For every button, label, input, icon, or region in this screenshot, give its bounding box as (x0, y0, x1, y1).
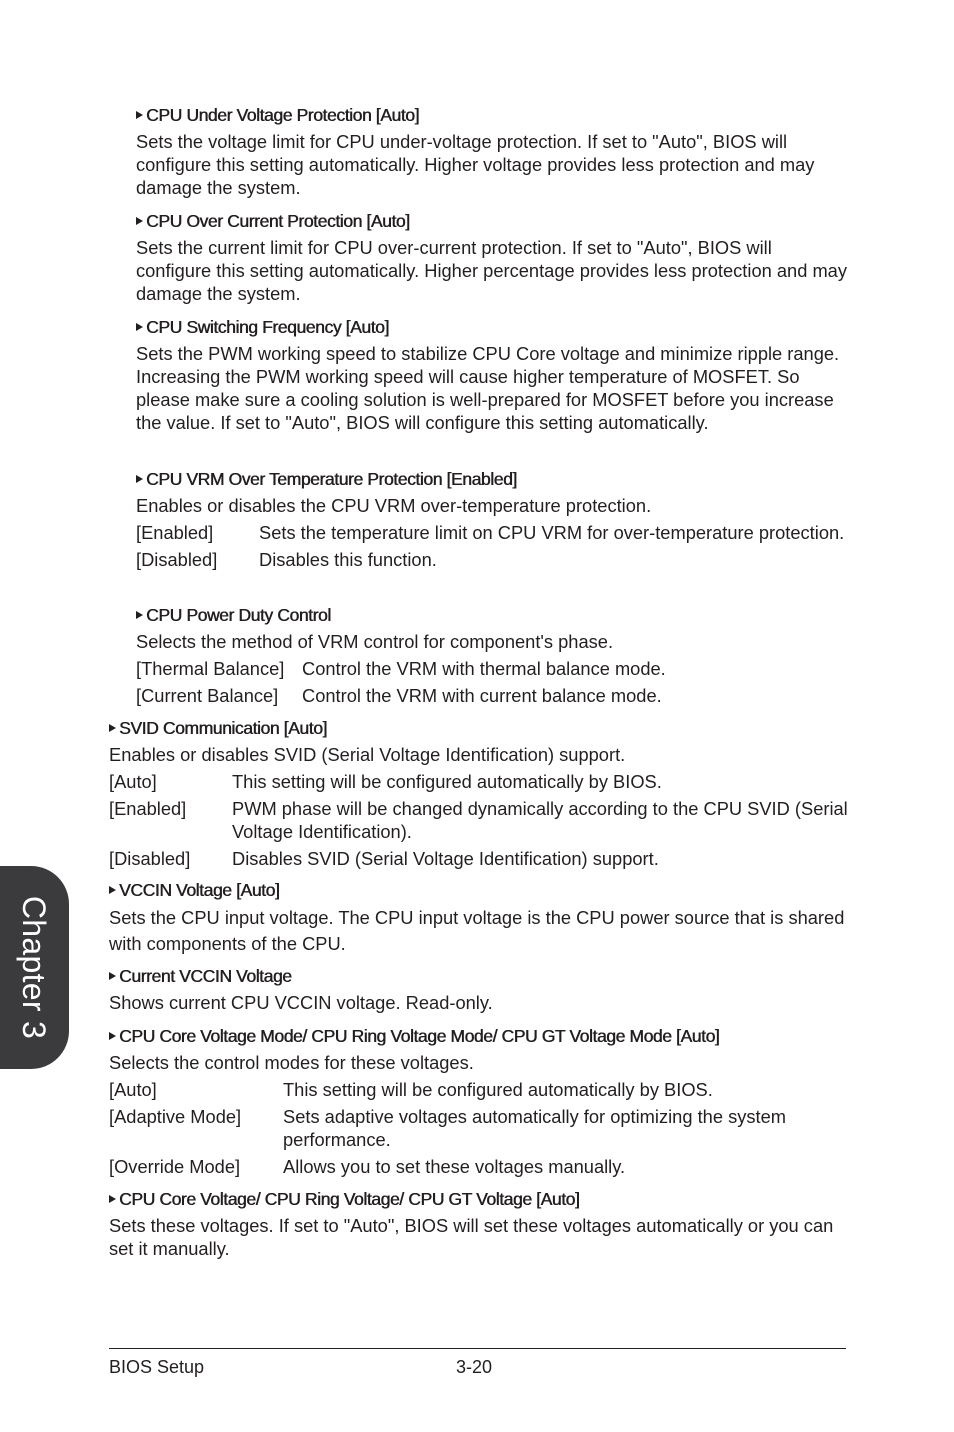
option-value: Disables SVID (Serial Voltage Identification) support. (232, 848, 659, 869)
option-key: [Auto] (109, 1079, 157, 1100)
option-value: Control the VRM with current balance mode. (302, 685, 662, 706)
triangle-bullet-icon (136, 217, 143, 225)
setting-heading (109, 1025, 849, 1047)
option-row (109, 1078, 849, 1101)
triangle-bullet-icon (109, 724, 116, 732)
triangle-bullet-icon (109, 1032, 116, 1040)
setting-title: CPU Under Voltage Protection [Auto] (146, 105, 419, 125)
setting-cpu-over-current-protection (136, 210, 848, 305)
setting-heading (136, 604, 848, 626)
option-value: PWM phase will be changed dynamically according to the CPU SVID (Serial Voltage Identification). (232, 798, 848, 842)
triangle-bullet-icon (109, 1195, 116, 1203)
triangle-bullet-icon (136, 475, 143, 483)
option-key: [Auto] (109, 771, 157, 792)
option-row (109, 770, 849, 793)
setting-heading (136, 210, 848, 232)
option-row (136, 684, 848, 707)
chapter-label: Chapter 3 (16, 895, 53, 1040)
setting-cpu-switching-frequency (136, 316, 848, 434)
setting-description: Sets the CPU input voltage. The CPU input voltage is the CPU power source that is shared with components of the CPU. (109, 907, 845, 954)
setting-description: Sets the voltage limit for CPU under-voltage protection. If set to "Auto", BIOS will configure this setting automatically. Higher voltage provides less protection and may damage the system. (136, 131, 815, 198)
setting-title: CPU VRM Over Temperature Protection [Enabled] (146, 469, 517, 489)
option-row (136, 521, 848, 544)
setting-current-vccin-voltage (109, 965, 849, 1014)
footer-divider (109, 1348, 846, 1349)
setting-description: Sets these voltages. If set to "Auto", BIOS will set these voltages automatically or you can set it manually. (109, 1215, 834, 1259)
setting-title: CPU Core Voltage/ CPU Ring Voltage/ CPU GT Voltage [Auto] (119, 1189, 580, 1209)
option-value: Disables this function. (259, 549, 437, 570)
chapter-side-tab (0, 866, 69, 1069)
option-key: [Current Balance] (136, 685, 279, 706)
setting-description: Enables or disables the CPU VRM over-temperature protection. (136, 495, 652, 516)
setting-heading (109, 965, 849, 987)
option-key: [Disabled] (136, 549, 218, 570)
option-row (109, 847, 849, 870)
option-key: [Disabled] (109, 848, 191, 869)
setting-title: CPU Over Current Protection [Auto] (146, 211, 410, 231)
setting-description: Selects the method of VRM control for component's phase. (136, 631, 614, 652)
setting-description: Shows current CPU VCCIN voltage. Read-only. (109, 992, 493, 1013)
setting-heading (136, 468, 848, 490)
option-row (109, 797, 849, 843)
option-key: [Thermal Balance] (136, 658, 285, 679)
option-row (109, 1105, 849, 1151)
setting-title: CPU Power Duty Control (146, 605, 331, 625)
option-row (136, 657, 848, 680)
setting-cpu-under-voltage-protection (136, 104, 848, 199)
setting-description: Sets the current limit for CPU over-current protection. If set to "Auto", BIOS will configure this setting automatically. Higher percentage provides less protection and may damage the system. (136, 237, 847, 304)
triangle-bullet-icon (136, 323, 143, 331)
footer-section-title: BIOS Setup (109, 1357, 205, 1377)
triangle-bullet-icon (136, 611, 143, 619)
setting-title: CPU Switching Frequency [Auto] (146, 317, 389, 337)
setting-heading (109, 717, 849, 739)
option-value: This setting will be configured automatically by BIOS. (283, 1079, 713, 1100)
setting-title: Current VCCIN Voltage (119, 966, 292, 986)
option-value: Allows you to set these voltages manually. (283, 1156, 626, 1177)
option-key: [Enabled] (109, 798, 187, 819)
option-key: [Override Mode] (109, 1156, 241, 1177)
page-number: 3-20 (456, 1357, 493, 1377)
chapter-label-wrap (0, 866, 69, 1069)
setting-cpu-voltage-modes (109, 1025, 849, 1178)
setting-cpu-power-duty-control (136, 604, 848, 707)
setting-heading (136, 104, 848, 126)
option-key: [Enabled] (136, 522, 214, 543)
setting-heading (136, 316, 848, 338)
setting-title: CPU Core Voltage Mode/ CPU Ring Voltage Mode/ CPU GT Voltage Mode [Auto] (119, 1026, 720, 1046)
option-value: This setting will be configured automatically by BIOS. (232, 771, 662, 792)
option-value: Sets adaptive voltages automatically for optimizing the system performance. (283, 1106, 786, 1150)
triangle-bullet-icon (109, 886, 116, 894)
triangle-bullet-icon (136, 111, 143, 119)
setting-heading (109, 1188, 849, 1210)
setting-vccin-voltage (109, 879, 849, 957)
setting-description: Enables or disables SVID (Serial Voltage Identification) support. (109, 744, 626, 765)
setting-description: Selects the control modes for these voltages. (109, 1052, 474, 1073)
setting-svid-communication (109, 717, 849, 870)
setting-description: Sets the PWM working speed to stabilize CPU Core voltage and minimize ripple range. Increasing the PWM working speed will cause higher temperature of MOSFET. So please make sure a cooling solution is well-prepared for MOSFET before you increase the value. If set to "Auto", BIOS will configure this setting automatically. (136, 343, 840, 433)
setting-heading (109, 879, 849, 901)
triangle-bullet-icon (109, 972, 116, 980)
setting-cpu-vrm-over-temperature-protection (136, 468, 848, 571)
setting-title: SVID Communication [Auto] (119, 718, 327, 738)
option-row (136, 548, 848, 571)
option-value: Control the VRM with thermal balance mode. (302, 658, 666, 679)
option-key: [Adaptive Mode] (109, 1106, 242, 1127)
setting-title: VCCIN Voltage [Auto] (119, 880, 280, 900)
option-value: Sets the temperature limit on CPU VRM for over-temperature protection. (259, 522, 845, 543)
setting-cpu-core-ring-gt-voltage (109, 1188, 849, 1260)
option-row (109, 1155, 849, 1178)
